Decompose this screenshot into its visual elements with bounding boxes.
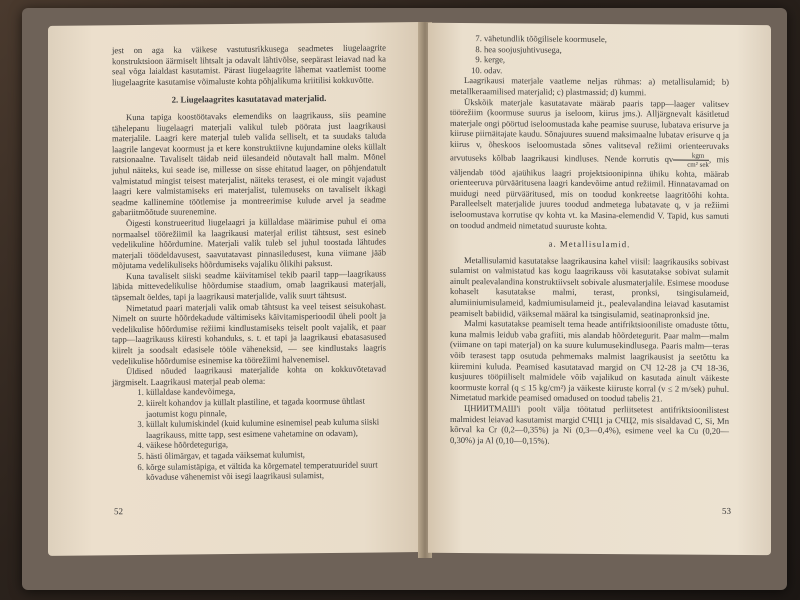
section-heading: 2. Liugelaagrites kasutatavad materjalid. xyxy=(171,93,327,106)
list-item: 1. küllaldase kandevõimega, xyxy=(146,385,386,398)
right-paragraph-2a: Ükskõik materjale kasutatavate määrab paaris tapp—laager valitsev töörežiim (koormuse suurus ja iseloom, kiirus jms.). Alljärgnevalt käsitletud materjale ongi pöörtud iseloomustada kahe peamise suuruse, lubatava erisurve ja kiiruse piirnäitajate kaudu. Sõnajuures suuend maksimaalne lubatav erisurve q ja kiirus v, õheskoos iseloomustada sõnes valitseval režiimi orienteeruvaks arvutuseks kõlbab laagrikausi kindluses. Nende korrutis qv xyxy=(450,96,729,164)
list-item: 4. väikese hõõrdeteguriga, xyxy=(146,438,386,451)
list-item: 10. odav. xyxy=(484,65,729,77)
list-item: 2. kiirelt kohandov ja küllalt plastiline, et tagada koormuse ühtlast jaotumist kogu pinnale, xyxy=(146,395,386,419)
right-paragraph-5: ЦНИИТМАШ'i poolt välja töötatud perliitsetest antifriktsioonilistest malmidest leiavad kasutamist margid СЧЦ1 ja СЧЦ2, mis sisaldavad C, Si, Mn kõrval ka Cr (0,2—0,35%) ja Ni (0,3—0,4%), esimene veel ka Cu (0,20—0,30%) ja Al (0,10—0,15%). xyxy=(450,403,729,446)
requirements-list-continued xyxy=(450,33,729,77)
requirements-list xyxy=(112,385,386,483)
right-paragraph-2b: , mis väljendab tööd ajaühikus laagri projektsioonipinna ühiku kohta, määrab orienteeruva pürvääritusena laagri kandevõime antud režiimil. Hinnatavamad on muidugi need pürvääritused, mis on toodud konkreetse laagritöõhi kohta. Paralleelselt materjalide juures toodud andmetega lubatavate q, v ja režiimi iseloomustava korrutise qv kohta vt. ka Masina-elemendid V. Tapid, kus samuti on toodud andmeid nimetatud suuruste kohta. xyxy=(450,153,729,231)
right-paragraph-2 xyxy=(450,97,729,232)
left-paragraph-5: Üldised nõuded laagrikausi materjalide kohta on kokkuvõtetavad järgmiselt. Laagrikausi materjal peab olema: xyxy=(112,363,386,388)
left-page-body xyxy=(112,42,386,483)
list-item: 7. vähetundlik tõõgilisele koormusele, xyxy=(484,33,729,45)
subsection-heading: a. Metallisulamid. xyxy=(548,238,631,250)
left-paragraph-3: Kuna tavaliselt siiski seadme käivitamisel tekib paaril tapp—laagrikauss läbida mittevedelikulise hõõrdumise staadium, omab laagrikausi materjali, täpsemalt öeldes, tapi ja laagrikausi materjalide, valik suurt tähtsust. xyxy=(112,268,386,303)
left-intro-paragraph: jest on aga ka väikese vastutusrikkusega seadmetes liugelaagrite konstruktsioon äärmiselt lihtsalt ja odavalt lähtivõlse, seepärast leiavad nad ka seal võga laialdast kasutamist. Pärast liugelaagrite lähemat vaatlemist toome liugelaagrite kasutamise võimaluste kohta põhjalikuma kriitilisi kokkuvõtte. xyxy=(112,42,386,88)
left-page xyxy=(48,22,420,556)
formula-numerator: kgm xyxy=(673,151,709,160)
left-paragraph-2: Öigesti konstrueeritud liugelaagri ja küllaldase määrimise puhul ei oma normaalsel töörežiimil ka laagrikausi materjal erilist tähtsust, sest esineb vedelikuline hõõrdumine. Materjali valik tuleb sel juhul toostada lähtudes materjali töödeldavusest, saavutatavast pinnasiledusest, kuna viimane jääb mõjutama vedelikuliseks hõõrdumiseks vajaliku õlikihi paksust. xyxy=(112,215,386,271)
right-paragraph-4: Malmi kasutatakse peamiselt tema heade antifriktsiooniliste omaduste tõttu, kuna malmis leidub vaba grafiiti, mis alandab hõõrdetegurit. Paar malm—malm (viimane on tapi materjal) on ka suure kulumusekindlusega. Paaris malm—teras võib terasest tapp osutuda pehmemaks malmist laagrikausist ja seetõttu ka kiiremini kuluda. Peamised kasutatavad margid on СЧ 12-28 ja СЧ 18-36, kusjuures tööpiiliselt malmidele võib vajalikud on kasutada ainult väikeste koormuste korral (q ≤ 15 kg/cm²) ja väikeste kiiruste korral (v ≤ 2 m/sek) puhul. Nimetatud markide peamised omadused on toodud tabelis 21. xyxy=(450,318,729,404)
right-page-number: 53 xyxy=(722,506,731,517)
list-item: 9. kerge, xyxy=(484,54,729,66)
left-paragraph-4: Nimetatud paari materjali valik omab tähtsust ka veel teisest seisukohast. Nimelt on suurte hõõrdekadude vältimiseks käivitamisperioodil üheli poolt ja vedelikulise hõõrdumise režiimi kindlustamiseks teiselt poolt vajalik, et paar tapp—laagrikauss kiiresti kohanduks, s. t. et tapi ja laagrikausi ebatasasused kiirelt ja soodsalt edasisele tööle väheneksid, — see kindlustaks laagris vedelikulise hõõrdumise esinemise ka töörežiimi halvenemisel. xyxy=(112,300,386,366)
list-item: 3. küllalt kulumiskindel (kuid kulumine esinemisel peab kuluma siiski laagrikauss, mitte tapp, sest esimene vahetamine on odavam), xyxy=(146,417,386,441)
right-page-body xyxy=(450,33,729,447)
right-page xyxy=(428,23,771,555)
left-page-number: 52 xyxy=(114,506,123,517)
unit-formula xyxy=(673,151,709,168)
right-paragraph-3: Metallisulamid kasutatakse laagrikausina kahel viisil: laagrikausiks sobivast sulamist on valmistatud kas kogu laagrikauss või kasutatakse sobivat sulamit ainult pealevalandina konstruktiivselt sobivale alusmaterjalile. Esimese mooduse kohaselt kasutatakse malmi, terast, pronksi, tsingisulameid, alumiiniumisulameid, kadmiumisulameid jt., pealevalandina leiavad kasutamist peamiselt babiidid, väiksemal määral ka tsingisulamid, seatinapronksid jne. xyxy=(450,254,729,320)
list-item: 6. kõrge sulamistäpiga, et vältida ka kõrgematel temperatuuridel suurt kõvaduse vähenemist või isegi laagrikausi sulamist, xyxy=(146,459,386,483)
right-paragraph-1: Laagrikausi materjale vaatleme neljas rühmas: a) metallisulamid; b) metallkeraamilised materjalid; c) plastmassid; d) kummi. xyxy=(450,75,729,98)
left-paragraph-1: Kuna tapiga koostöötavaks elemendiks on laagrikauss, siis peamine tähelepanu liugelaagri materjali valikul tuleb pöörata just laagrikausi materjalile. Laagri kere materjal tuleb valida selliselt, et ta suudaks taluda laagrile langevat koormust ja et kere konstruktiivne kujundamine oleks küllalt ratsionaalne. Tavaliselt täidab neid ülesandeid nõutavalt hall malm. Mõnel juhul näiteks, kui seade ise, millesse on sisse ehitatud laager, on põhjendatult valmistatud mingist teisest materjalist, näiteks terasest, ei ole mingit vajadust laagri kere valmistamiseks eri materjalist, tulemuseks on tavaliselt ikkagi seadme kallinemine töötlemise ja montreerimise kulude arvel ja seadme gabariitmõõtude suurenemine. xyxy=(112,109,386,218)
formula-denominator: cm² sek xyxy=(687,160,709,169)
list-item: 8. hea soojusjuhtivusega, xyxy=(484,44,729,56)
list-item: 5. hästi õlimärgav, et tagada väiksemat kulumist, xyxy=(146,448,386,461)
